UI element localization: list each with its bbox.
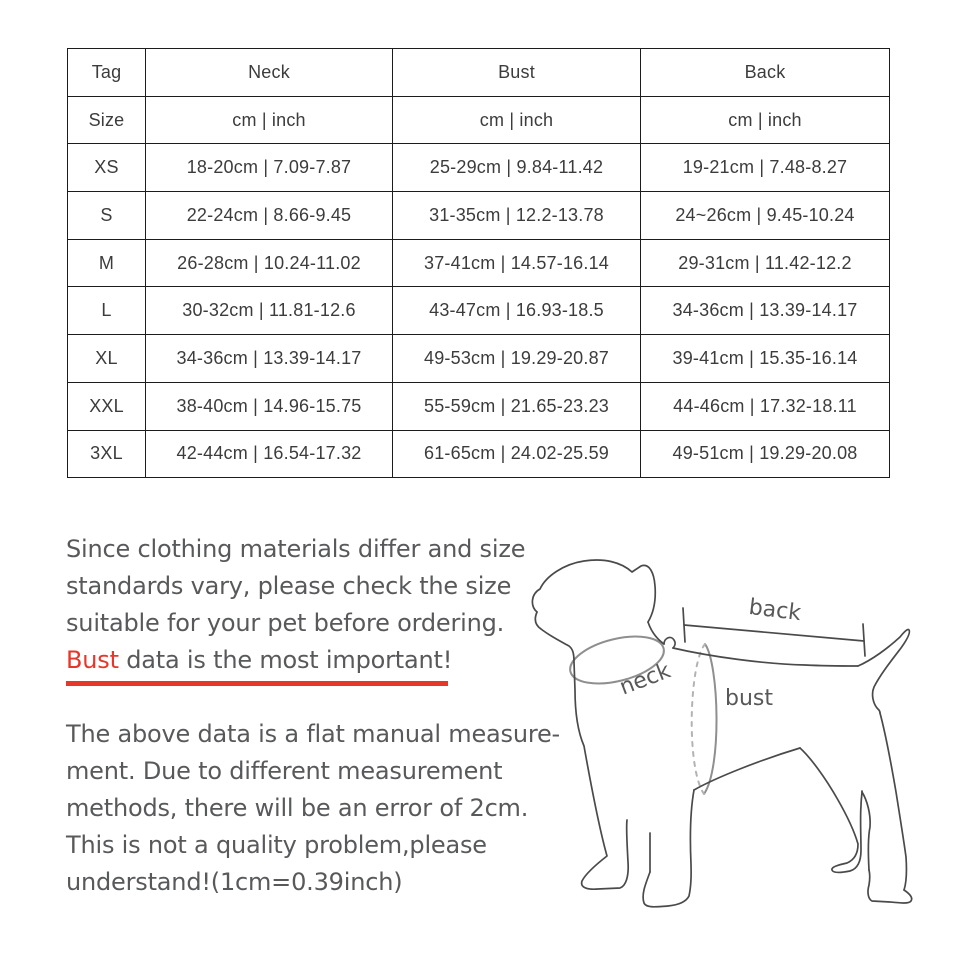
- measurement-note-line: methods, there will be an error of 2cm.: [66, 794, 529, 822]
- neck-cell: 30-32cm | 11.81-12.6: [146, 287, 393, 335]
- measurement-note-line: The above data is a flat manual measure-: [66, 720, 561, 748]
- size-cell: XL: [68, 335, 146, 383]
- table-unit-row: [68, 96, 890, 144]
- measurement-note: [66, 716, 566, 901]
- bust-cell: 61-65cm | 24.02-25.59: [393, 430, 641, 478]
- table-row: [68, 430, 890, 478]
- dog-sketch: [520, 542, 960, 920]
- back-cell: 44-46cm | 17.32-18.11: [641, 382, 890, 430]
- bust-label: bust: [725, 686, 773, 711]
- bust-cell: 43-47cm | 16.93-18.5: [393, 287, 641, 335]
- neck-cell: 26-28cm | 10.24-11.02: [146, 239, 393, 287]
- dog-outline: [532, 560, 911, 907]
- table-row: [68, 335, 890, 383]
- measurement-note-line: understand!(1cm=0.39inch): [66, 868, 403, 896]
- back-cell: 19-21cm | 7.48-8.27: [641, 144, 890, 192]
- bust-cell: 25-29cm | 9.84-11.42: [393, 144, 641, 192]
- neck-cell: 34-36cm | 13.39-14.17: [146, 335, 393, 383]
- header-size: Size: [68, 96, 146, 144]
- bust-highlight: Bust: [66, 646, 119, 674]
- table-row: [68, 287, 890, 335]
- table-row: [68, 382, 890, 430]
- table-row: [68, 192, 890, 240]
- back-cell: 34-36cm | 13.39-14.17: [641, 287, 890, 335]
- back-cell: 39-41cm | 15.35-16.14: [641, 335, 890, 383]
- table-row: [68, 239, 890, 287]
- sizing-note-line: standards vary, please check the size: [66, 572, 512, 600]
- neck-cell: 22-24cm | 8.66-9.45: [146, 192, 393, 240]
- size-cell: M: [68, 239, 146, 287]
- size-cell: 3XL: [68, 430, 146, 478]
- unit-cell: cm | inch: [393, 96, 641, 144]
- bust-cell: 55-59cm | 21.65-23.23: [393, 382, 641, 430]
- bust-cell: 31-35cm | 12.2-13.78: [393, 192, 641, 240]
- header-tag: Tag: [68, 49, 146, 97]
- back-label: back: [747, 594, 803, 627]
- unit-cell: cm | inch: [146, 96, 393, 144]
- back-cell: 29-31cm | 11.42-12.2: [641, 239, 890, 287]
- table-row: [68, 144, 890, 192]
- red-underline: [66, 681, 448, 686]
- neck-cell: 38-40cm | 14.96-15.75: [146, 382, 393, 430]
- size-chart-table: [67, 48, 890, 478]
- bust-cell: 49-53cm | 19.29-20.87: [393, 335, 641, 383]
- measurement-note-line: ment. Due to different measurement: [66, 757, 503, 785]
- header-back: Back: [641, 49, 890, 97]
- table-header-row: [68, 49, 890, 97]
- sizing-note: [66, 531, 546, 679]
- dog-measurement-diagram: [520, 542, 960, 920]
- size-cell: XS: [68, 144, 146, 192]
- back-cell: 24~26cm | 9.45-10.24: [641, 192, 890, 240]
- bust-highlight-rest: data is the most important!: [118, 646, 453, 674]
- unit-cell: cm | inch: [641, 96, 890, 144]
- sizing-note-line: Since clothing materials differ and size: [66, 535, 526, 563]
- bust-cell: 37-41cm | 14.57-16.14: [393, 239, 641, 287]
- sizing-note-line: suitable for your pet before ordering.: [66, 609, 505, 637]
- size-cell: L: [68, 287, 146, 335]
- sizing-note-line: [66, 642, 546, 679]
- bust-girth-ellipse: [692, 644, 717, 794]
- neck-label: neck: [616, 658, 675, 701]
- header-neck: Neck: [146, 49, 393, 97]
- back-cell: 49-51cm | 19.29-20.08: [641, 430, 890, 478]
- size-cell: XXL: [68, 382, 146, 430]
- neck-cell: 18-20cm | 7.09-7.87: [146, 144, 393, 192]
- header-bust: Bust: [393, 49, 641, 97]
- measurement-note-line: This is not a quality problem,please: [66, 831, 487, 859]
- size-cell: S: [68, 192, 146, 240]
- neck-cell: 42-44cm | 16.54-17.32: [146, 430, 393, 478]
